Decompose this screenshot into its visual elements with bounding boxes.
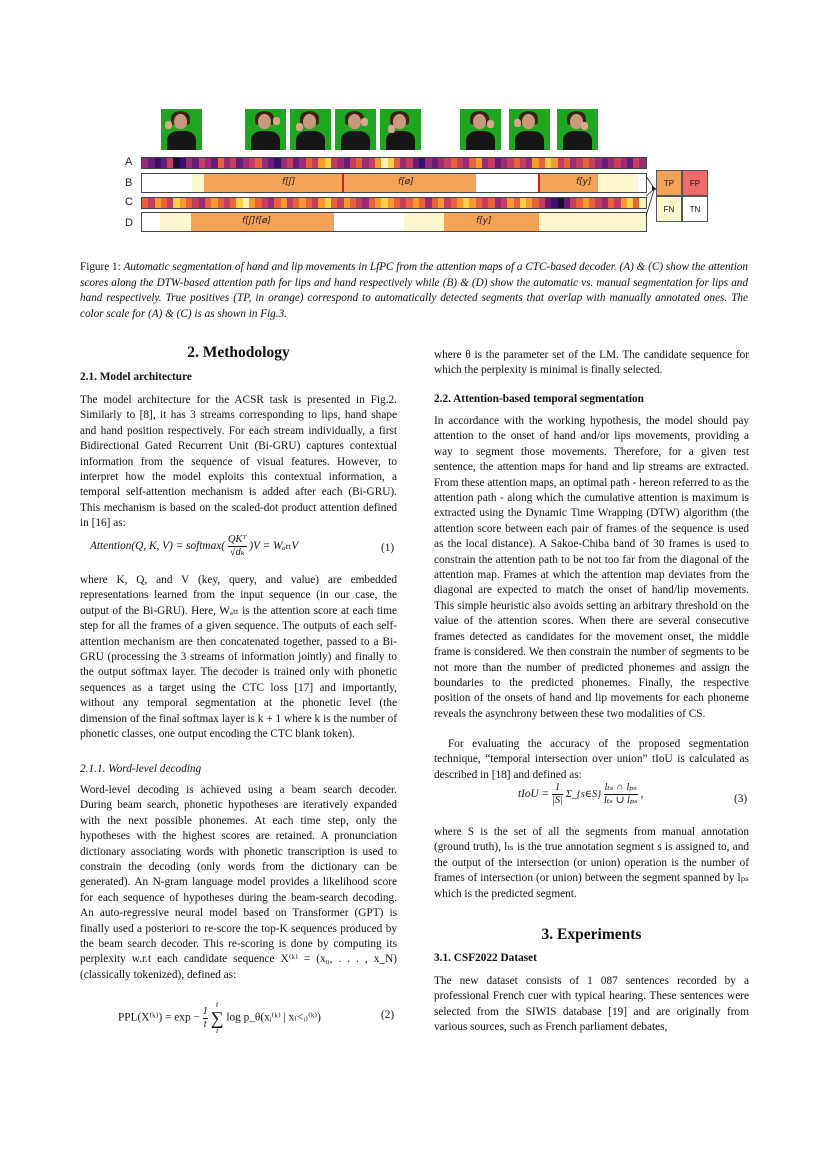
segment-label: f[ʃ]	[282, 177, 296, 187]
hand	[514, 119, 521, 127]
eq1-numerator: QKᵀ	[227, 534, 247, 545]
torso	[515, 131, 544, 150]
eq1-rhs: )V = WₐₜₜV	[249, 540, 299, 553]
eq2-sum-top: t	[216, 1000, 219, 1009]
eq2-fraction	[203, 1006, 208, 1031]
segment-tn	[142, 213, 160, 231]
torso	[251, 131, 280, 150]
paragraph: The new dataset consists of 1 087 sentences recorded by a professional French cuer with typical hearing. These sentences were selected from the SIWIS database [19] and are originally from various sources, such as French parliament debates,	[434, 975, 749, 1034]
torso	[563, 131, 592, 150]
torso	[466, 131, 495, 150]
eq2-frac-den: t	[203, 1018, 207, 1030]
segment-label: f[ʃ]f[ø]	[242, 216, 271, 226]
subsection-model-architecture: 2.1. Model architecture	[80, 371, 192, 383]
equation-2	[118, 1000, 321, 1036]
eq2-rhs: log p_θ(xᵢ⁽ᵏ⁾ | x₍<ᵢ₎⁽ᵏ⁾)	[226, 1011, 321, 1024]
hand	[296, 123, 303, 131]
eq1-fraction	[228, 534, 247, 559]
segment-fn	[192, 174, 204, 192]
heatmap-cell	[639, 158, 645, 168]
hand	[581, 122, 588, 130]
video-frame	[245, 109, 286, 150]
subsubsection-word-level-decoding: 2.1.1. Word-level decoding	[80, 763, 202, 775]
video-frame	[335, 109, 376, 150]
eq3-num: lₜₛ ∩ lₚₛ	[604, 782, 638, 793]
segment-fn	[404, 213, 444, 231]
face	[348, 114, 361, 129]
sum-symbol: ∑	[210, 1008, 224, 1028]
face	[258, 114, 271, 129]
video-frame	[460, 109, 501, 150]
legend-tn: TN	[682, 196, 708, 222]
segment-label: f[y]	[576, 177, 592, 187]
torso	[341, 131, 370, 150]
torso	[296, 131, 325, 150]
eq3-tail: ,	[640, 788, 644, 801]
row-label-a: A	[125, 156, 133, 168]
eq2-sum	[211, 1000, 224, 1036]
equation-1	[90, 534, 298, 559]
equation-3	[518, 782, 643, 807]
eq3-frac-num: 1	[552, 782, 563, 795]
segment-fn	[598, 174, 638, 192]
segment-tn	[476, 174, 538, 192]
torso	[386, 131, 415, 150]
segmentation-row-hand	[141, 212, 647, 232]
segment-tp	[204, 174, 344, 192]
section-title-experiments: 3. Experiments	[541, 926, 642, 943]
equation-number-2: (2)	[381, 1009, 395, 1021]
paragraph: The model architecture for the ACSR task is presented in Fig.2. Similarly to [8], it has 3 streams corresponding to lips, hand shape and hand position respectively. For each stream individually, a first Bidirectional Gated Recurrent Unit (Bi-GRU) captures contextual information from the sequence of visual features. However, to interpret how the model exploits this contextual information, a temporal self-attention mechanism is added after each (Bi-GRU). This mechanism is based on the scaled-dot product attention defined in [16] as:	[80, 394, 397, 530]
eq1-lhs: Attention(Q, K, V) = softmax(	[90, 540, 226, 553]
segment-tn	[334, 213, 404, 231]
hand	[361, 118, 368, 126]
section-title-methodology: 2. Methodology	[187, 344, 290, 361]
torso	[167, 131, 196, 150]
equation-number-1: (1)	[381, 542, 395, 554]
figure-caption	[80, 260, 748, 322]
paragraph: For evaluating the accuracy of the proposed segmentation technique, “temporal intersection over union” tIoU is calculated as described in [18] and defined as:	[434, 738, 749, 781]
legend-tp: TP	[656, 170, 682, 196]
paragraph: where K, Q, and V (key, query, and value) are embedded representations learned from the input sequence (in our case, the output of the Bi-GRU). Here, Wₐₜₜ is the attention score at each time step for all the frames of a given sequence. The outputs of each self-attention mechanism are then concatenated together, passed to a Bi-GRU (processing the 3 streams of information jointly) and finally to the output softmax layer. The decoder is trained only with phonetic sequences as a target using the CTC loss [17] and importantly, without any temporal segmentation at the phonetic level (the dimension of the final softmax layer is k + 1 where k is the number of phonetic classes, one output encoding the CTC blank token).	[80, 574, 397, 741]
hand	[273, 117, 280, 125]
hand	[388, 125, 395, 133]
video-frame	[557, 109, 598, 150]
eq3-fraction-1	[552, 782, 563, 807]
segment-label: f[ø]	[398, 177, 414, 187]
eq1-denominator: √dₖ	[229, 547, 245, 558]
face	[303, 114, 316, 129]
face	[174, 114, 187, 129]
paragraph: Word-level decoding is achieved using a beam search decoder. During beam search, phonetic hypotheses are iteratively expanded with the next possible phonemes. At each time step, only the hypotheses with the highest scores are retained. A pronunciation dictionary associating words with phonetic transcription is used to constrain the decoding (only words from the dictionary can be generated). An N-gram language model provides a likelihood score for each sequence of hypotheses during the beam-search decoding. An auto-regressive neural model based on Transformer (GPT) is finally used a posteriori to re-score the top-K sequences produced by the beam search decoder. This re-scoring is done by computing its perplexity w.r.t each candidate sequence X⁽ᵏ⁾ = (x₀, . . . , x_N) (classically tokenized), defined as:	[80, 784, 397, 981]
segment-fn	[539, 213, 646, 231]
eq3-lhs: tIoU =	[518, 788, 550, 801]
caption-text: Automatic segmentation of hand and lip movements in LfPC from the attention maps of a CTC-based decoder. (A) & (C) show the attention scores along the DTW-based attention path for lips and hand respectively while (B) & (D) show the automatic vs. manual segmentation for lips and hand respectively. True positives (TP, in orange) correspond to automatically detected segments that overlap with manually annotated ones. The color scale for (A) & (C) is as shown in Fig.3.	[80, 261, 748, 320]
subsection-csf2022-dataset: 3.1. CSF2022 Dataset	[434, 952, 537, 964]
eq3-frac-den: |S|	[551, 795, 564, 806]
row-label-b: B	[125, 177, 133, 189]
segment-label: f[y]	[476, 216, 492, 226]
video-frame	[509, 109, 550, 150]
video-frame	[161, 109, 202, 150]
face	[522, 114, 535, 129]
eq3-sum: Σ_{s∈S}	[565, 789, 602, 801]
row-label-c: C	[125, 196, 133, 208]
eq2-frac-num: 1	[202, 1005, 208, 1017]
video-frame	[290, 109, 331, 150]
eq3-fraction-2	[604, 782, 638, 807]
paragraph: where S is the set of all the segments from manual annotation (ground truth), lₜₛ is the true annotation segment s is assigned to, and the output of the intersection (or union) operation is the number of frames of intersection (or union) between the segment spanned by lₚₛ which is the predicted segment.	[434, 826, 749, 900]
left-column	[80, 345, 397, 360]
attention-heatmap-hand	[141, 197, 647, 209]
equation-number-3: (3)	[734, 793, 748, 805]
hand	[487, 120, 494, 128]
legend-fp: FP	[682, 170, 708, 196]
paragraph: In accordance with the working hypothesis, the model should pay attention to the onset of hand and/or lips movements, providing a way to segment those movements. Therefore, for a given test sentence, the attention maps for hand and lip streams are extracted. From these attention maps, an optimal path - hereon referred to as the attention path - along which the cumulative attention is maximum is extracted using the Dynamic Time Wrapping (DTW) algorithm (the attention score between each pair of frames of the sequence is used as the local distance). A Sakoe-Chiba band of 30 frames is used to constrain the attention path to be not too far from the diagonal of the attention map. Frames at which the attention map deviates from the diagonal are expected to match the onset of hand/lip movements. This simple heuristic also avoids setting an arbitrary threshold on the value of the attention scores. When there are several consecutive frames detected as candidates for the movement onset, the middle frame is considered. We then constrain the number of segments to be not more than the number of predicted phonemes and assign the boundaries to the predicted phonemes. Finally, the respective position of the onsets of hand and lip movements for each phoneme reveals the asynchrony between these two modalities of CS.	[434, 415, 749, 720]
row-label-d: D	[125, 217, 133, 229]
face	[473, 114, 486, 129]
legend-fn: FN	[656, 196, 682, 222]
attention-heatmap-lips	[141, 157, 647, 169]
segment-tn	[142, 174, 192, 192]
eq2-lhs: PPL(X⁽ᵏ⁾) = exp −	[118, 1011, 200, 1024]
caption-prefix: Figure 1:	[80, 261, 121, 273]
eq2-sum-bot: i	[216, 1026, 219, 1035]
video-frame	[380, 109, 421, 150]
segmentation-row-lips	[141, 173, 647, 193]
eq3-den: lₜₛ ∪ lₚₛ	[603, 795, 638, 806]
segment-fn	[160, 213, 191, 231]
subsection-attention-segmentation: 2.2. Attention-based temporal segmentation	[434, 393, 644, 405]
paragraph: where θ is the parameter set of the LM. The candidate sequence for which the perplexity is minimal is finally selected.	[434, 349, 749, 377]
hand	[165, 121, 172, 129]
